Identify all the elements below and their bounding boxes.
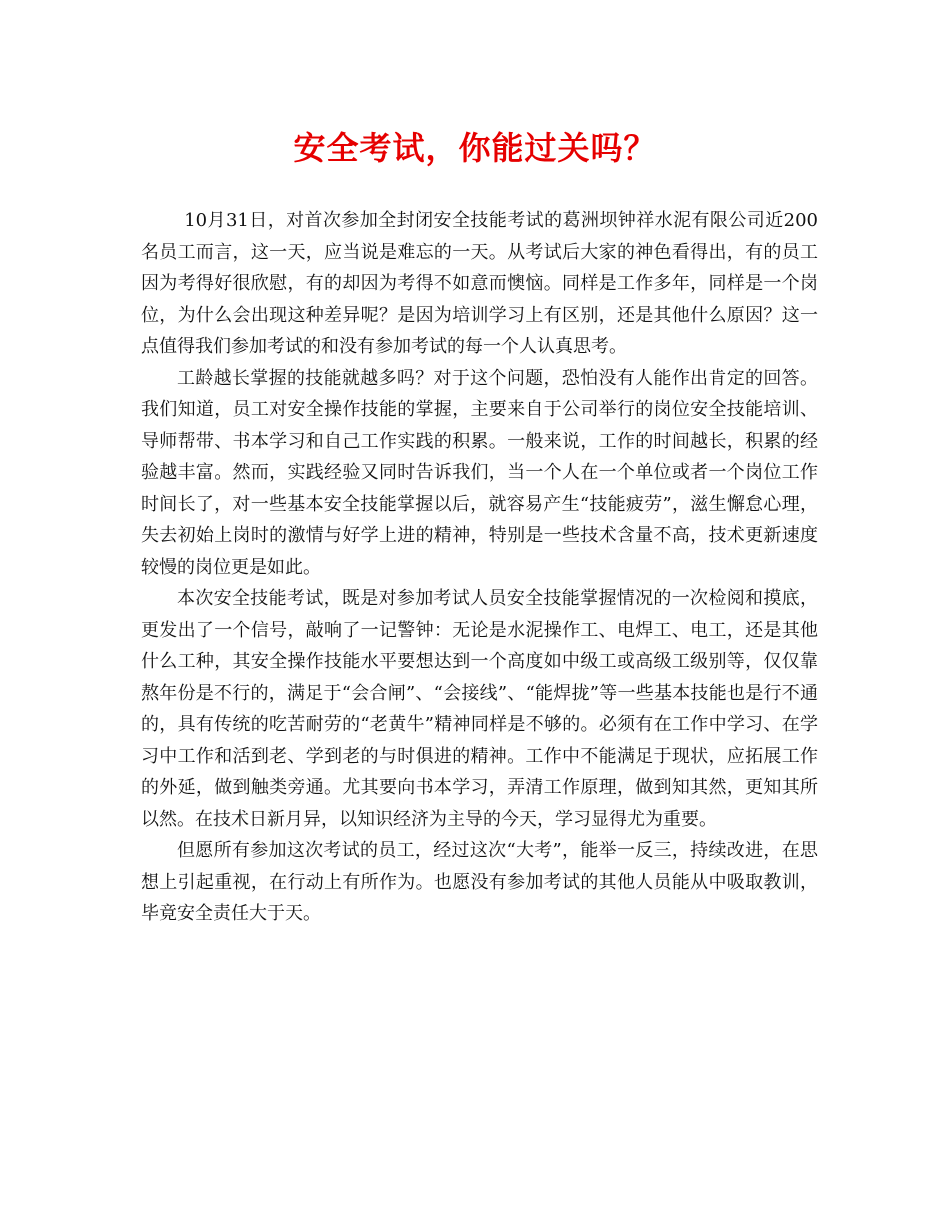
paragraph-3: 本次安全技能考试，既是对参加考试人员安全技能掌握情况的一次检阅和摸底，更发出了一个信号，敲响了一记警钟：无论是水泥操作工、电焊工、电工，还是其他什么工种，其安全操作技能水平要想达到一个高度如中级工或高级工级别等，仅仅靠熬年份是不行的，满足于“会合闸”、“会接线”、“能焊拢”等一些基本技能也是行不通的，具有传统的吃苦耐劳的“老黄牛”精神同样是不够的。必须有在工作中学习、在学习中工作和活到老、学到老的与时俱进的精神。工作中不能满足于现状，应拓展工作的外延，做到触类旁通。尤其要向书本学习，弄清工作原理，做到知其然，更知其所以然。在技术日新月异，以知识经济为主导的今天，学习显得尤为重要。 bbox=[141, 588, 818, 830]
document-body bbox=[141, 205, 818, 930]
paragraph-2: 工龄越长掌握的技能就越多吗？对于这个问题，恐怕没有人能作出肯定的回答。我们知道，员工对安全操作技能的掌握，主要来自于公司举行的岗位安全技能培训、导师帮带、书本学习和自己工作实践的积累。一般来说，工作的时间越长，积累的经验越丰富。然而，实践经验又同时告诉我们，当一个人在一个单位或者一个岗位工作时间长了，对一些基本安全技能掌握以后，就容易产生“技能疲劳”，滋生懈怠心理，失去初始上岗时的激情与好学上进的精神，特别是一些技术含量不高，技术更新速度较慢的岗位更是如此。 bbox=[141, 367, 818, 578]
document-title: 安全考试，你能过关吗？ bbox=[293, 129, 657, 167]
paragraph-1: 10月31日，对首次参加全封闭安全技能考试的葛洲坝钟祥水泥有限公司近200名员工而言，这一天，应当说是难忘的一天。从考试后大家的神色看得出，有的员工因为考得好很欣慰，有的却因为考得不如意而懊恼。同样是工作多年，同样是一个岗位，为什么会出现这种差异呢？是因为培训学习上有区别，还是其他什么原因？这一点值得我们参加考试的和没有参加考试的每一个人认真思考。 bbox=[141, 210, 818, 357]
paragraph-4: 但愿所有参加这次考试的员工，经过这次“大考”，能举一反三，持续改进，在思想上引起重视，在行动上有所作为。也愿没有参加考试的其他人员能从中吸取教训，毕竟安全责任大于天。 bbox=[141, 840, 818, 924]
